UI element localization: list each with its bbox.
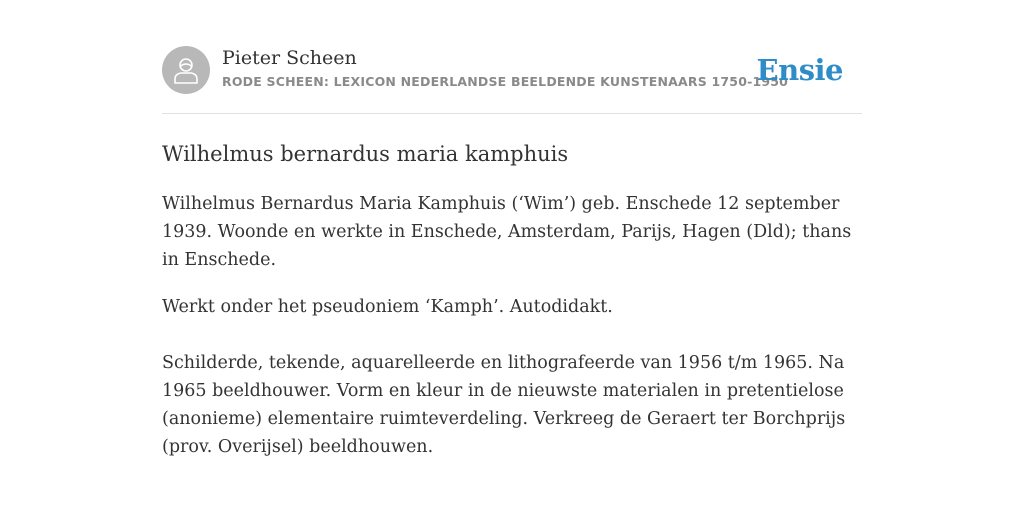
brand-logo[interactable]: Ensie	[756, 53, 843, 87]
article-paragraph: Schilderde, tekende, aquarelleerde en lithografeerde van 1956 t/m 1965. Na 1965 beeldhouwer. Vorm en kleur in de nieuwste materialen in pretentielose (anonieme) elementaire ruimteverdeling. Verkreeg de Geraert ter Borchprijs (prov. Overijsel) beeldhouwen.	[162, 353, 846, 457]
article-title: Wilhelmus bernardus maria kamphuis	[162, 142, 569, 166]
author-name[interactable]: Pieter Scheen	[222, 47, 357, 69]
source-title[interactable]: RODE SCHEEN: LEXICON NEDERLANDSE BEELDENDE KUNSTENAARS 1750-1950	[222, 74, 789, 89]
article-paragraph: Wilhelmus Bernardus Maria Kamphuis (‘Wim’) geb. Enschede 12 september 1939. Woonde en werkte in Enschede, Amsterdam, Parijs, Hagen (Dld); thans in Enschede.	[162, 194, 852, 270]
article-header	[162, 46, 862, 114]
article-paragraph: Werkt onder het pseudoniem ‘Kamph’. Autodidakt.	[162, 297, 613, 317]
user-icon	[173, 56, 199, 84]
article-card	[162, 46, 862, 461]
author-avatar[interactable]	[162, 46, 210, 94]
